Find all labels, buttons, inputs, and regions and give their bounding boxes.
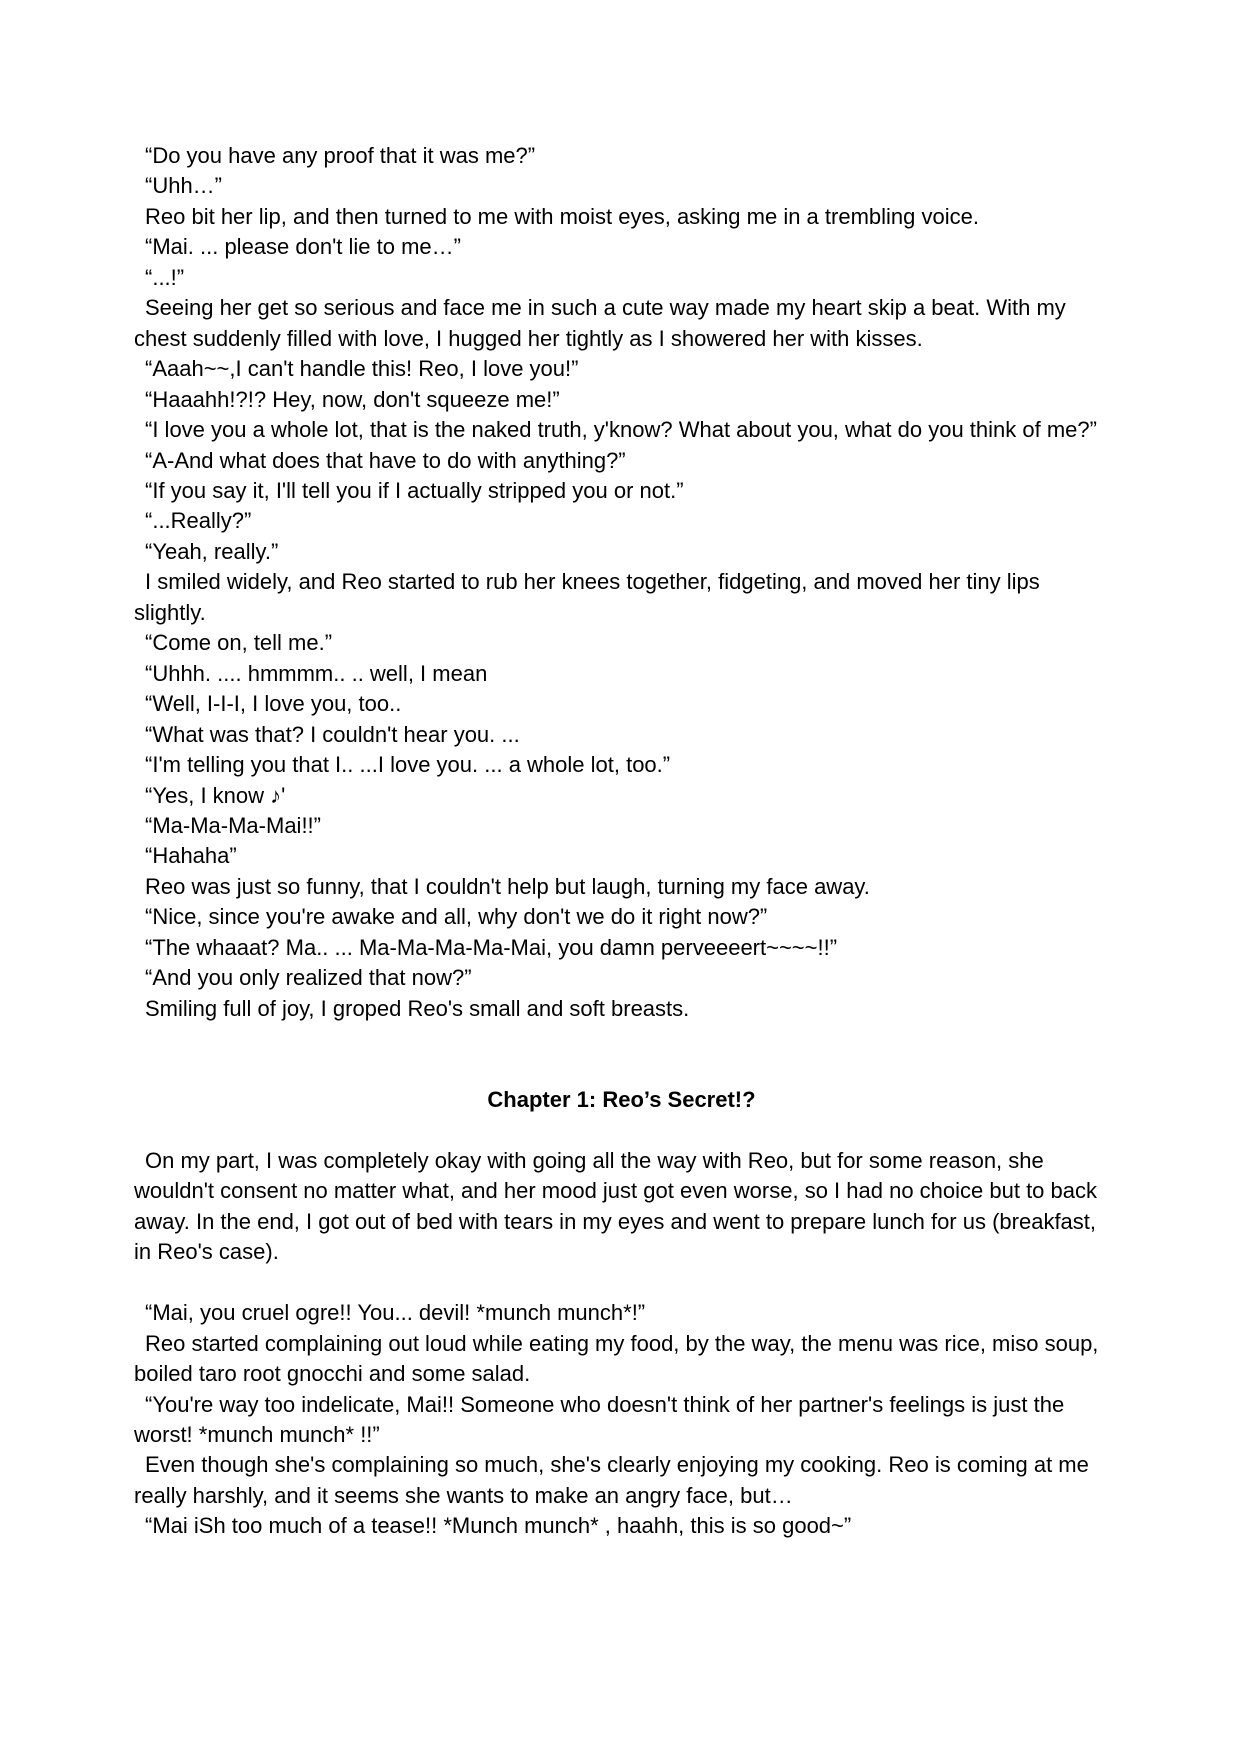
dialogue-paragraph: “...Really?”	[145, 508, 252, 534]
narration-paragraph: I smiled widely, and Reo started to rub her knees together, fidgeting, and moved her tiny lips slightly.	[134, 569, 1040, 625]
dialogue-paragraph: “Come on, tell me.”	[145, 630, 333, 656]
dialogue-paragraph: “And you only realized that now?”	[145, 965, 472, 991]
chapter-heading: Chapter 1: Reo’s Secret!?	[487, 1087, 756, 1113]
narration-paragraph: Even though she's complaining so much, she's clearly enjoying my cooking. Reo is coming at me really harshly, and it seems she wants to make an angry face, but…	[134, 1452, 1089, 1508]
blank-line	[134, 1268, 1109, 1298]
narration-paragraph: On my part, I was completely okay with going all the way with Reo, but for some reason, she wouldn't consent no matter what, and her mood just got even worse, so I had no choice but to back away. In the end, I got out of bed with tears in my eyes and went to prepare lunch for us (breakfast, in Reo's case).	[134, 1147, 1097, 1265]
dialogue-paragraph: “A-And what does that have to do with anything?”	[145, 447, 626, 473]
dialogue-paragraph: “Hahaha”	[145, 843, 237, 869]
narration-paragraph: Reo was just so funny, that I couldn't help but laugh, turning my face away.	[145, 873, 870, 899]
dialogue-paragraph: “Yeah, really.”	[145, 538, 279, 564]
dialogue-paragraph: “Yes, I know ♪'	[145, 782, 286, 808]
dialogue-paragraph: “Uhhh. .... hmmmm.. .. well, I mean	[145, 660, 488, 686]
dialogue-paragraph: “Well, I-I-I, I love you, too..	[145, 691, 402, 717]
dialogue-paragraph: “Uhh…”	[145, 173, 223, 199]
blank-line	[134, 1115, 1109, 1145]
dialogue-paragraph: “Aaah~~,I can't handle this! Reo, I love you!”	[145, 356, 579, 382]
dialogue-paragraph: “...!”	[145, 264, 185, 290]
dialogue-paragraph: “You're way too indelicate, Mai!! Someone who doesn't think of her partner's feelings is just the worst! *munch munch* !!”	[134, 1391, 1065, 1447]
dialogue-paragraph: “Mai, you cruel ogre!! You... devil! *munch munch*!”	[145, 1300, 646, 1326]
dialogue-paragraph: “Do you have any proof that it was me?”	[145, 143, 536, 168]
narration-paragraph: Seeing her get so serious and face me in such a cute way made my heart skip a beat. With my chest suddenly filled with love, I hugged her tightly as I showered her with kisses.	[134, 295, 1066, 351]
dialogue-paragraph: “I love you a whole lot, that is the naked truth, y'know? What about you, what do you think of me?”	[145, 417, 1097, 443]
blank-line	[134, 1055, 1109, 1085]
narration-paragraph: Reo bit her lip, and then turned to me with moist eyes, asking me in a trembling voice.	[145, 203, 979, 229]
narration-paragraph: Reo started complaining out loud while eating my food, by the way, the menu was rice, miso soup, boiled taro root gnocchi and some salad.	[134, 1330, 1099, 1387]
dialogue-paragraph: “Nice, since you're awake and all, why don't we do it right now?”	[145, 904, 768, 930]
dialogue-paragraph: “What was that? I couldn't hear you. ...	[145, 721, 520, 747]
dialogue-paragraph: “Mai iSh too much of a tease!! *Munch munch* , haahh, this is so good~”	[145, 1513, 852, 1539]
dialogue-paragraph: “Ma-Ma-Ma-Mai!!”	[145, 812, 321, 838]
dialogue-paragraph: “Haaahh!?!? Hey, now, don't squeeze me!”	[145, 386, 560, 412]
dialogue-paragraph: “Mai. ... please don't lie to me…”	[145, 234, 461, 260]
dialogue-paragraph: “If you say it, I'll tell you if I actually stripped you or not.”	[145, 477, 684, 503]
dialogue-paragraph: “The whaaat? Ma.. ... Ma-Ma-Ma-Ma-Mai, you damn perveeeert~~~~!!”	[145, 934, 838, 960]
dialogue-paragraph: “I'm telling you that I.. ...I love you. ... a whole lot, too.”	[145, 752, 671, 778]
narration-paragraph: Smiling full of joy, I groped Reo's small and soft breasts.	[145, 995, 690, 1021]
blank-line	[134, 1024, 1109, 1054]
document-page	[134, 141, 1109, 1542]
